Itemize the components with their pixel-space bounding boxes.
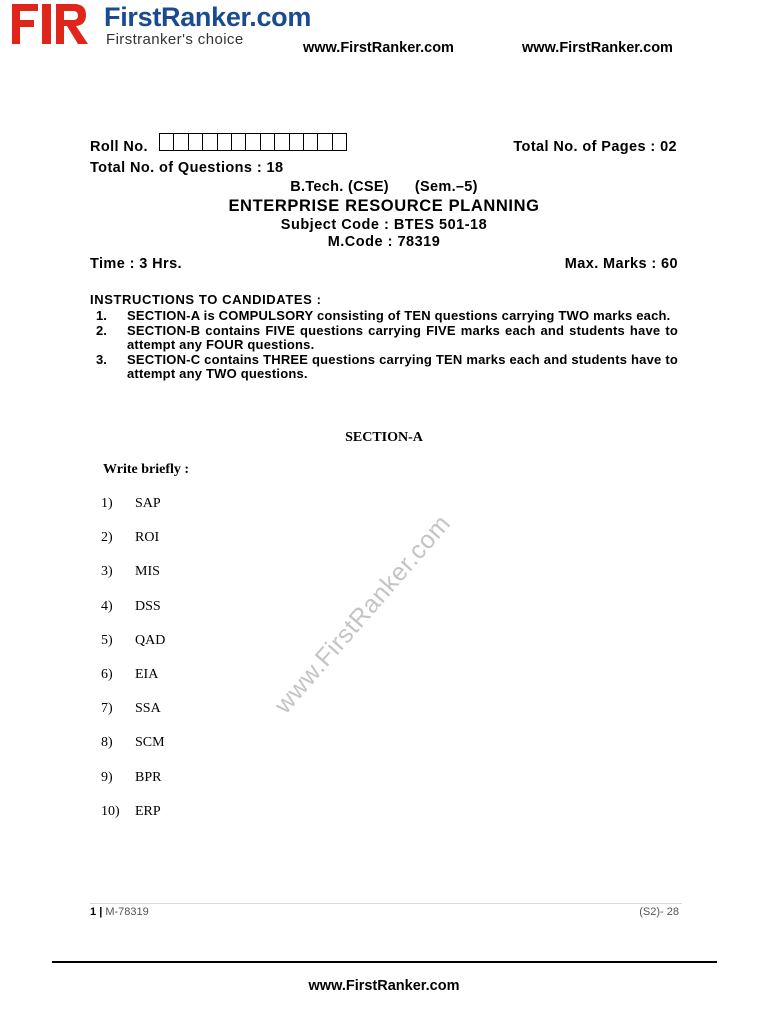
question-text: ROI [135,530,160,546]
roll-no-box [188,133,203,151]
section-a-title: SECTION-A [345,430,423,445]
brand-name: FirstRanker.com [104,2,312,32]
footer-divider [90,903,682,904]
question-number: 10) [101,803,120,819]
question-text: ERP [135,803,161,819]
instruction-number: 3. [96,351,107,367]
course-name: B.Tech. (CSE) [290,179,389,195]
subject-code: Subject Code : BTES 501-18 [280,217,488,233]
instruction-text: SECTION-A is COMPULSORY consisting of TEN questions carrying TWO marks each. [127,308,671,323]
roll-no-label: Roll No. [90,139,148,155]
roll-no-box [332,133,347,151]
question-text: BPR [135,769,162,785]
total-questions: Total No. of Questions : 18 [90,160,284,176]
bottom-rule [52,961,717,963]
roll-no-box [274,133,289,151]
instruction-text: SECTION-B contains FIVE questions carrying FIVE marks each and students have to attempt any FOUR questions. [127,322,678,352]
question-text: SSA [135,701,161,717]
exam-title: ENTERPRISE RESOURCE PLANNING [228,197,540,215]
roll-no-box [245,133,260,151]
section-a-prompt: Write briefly : [103,462,190,477]
exam-time: Time : 3 Hrs. [90,256,182,272]
firstranker-logo[interactable] [12,2,342,48]
brand-tagline: Firstranker's choice [106,31,244,48]
instruction-item [96,353,678,382]
logo-mark-icon [12,2,92,46]
instructions-list [96,309,678,382]
roll-no-box [317,133,332,151]
question-number: 5) [101,632,113,648]
question-text: SCM [135,735,165,751]
question-text: DSS [135,598,161,614]
roll-no-boxes [160,133,347,151]
roll-no-box [260,133,275,151]
instruction-item [96,309,678,324]
page-number: 1 [90,906,97,918]
question-number: 6) [101,666,113,682]
course-line [0,179,768,195]
question-text: EIA [135,666,159,682]
roll-no-box [202,133,217,151]
question-text: SAP [135,496,161,511]
question-number: 1) [101,496,113,511]
m-code: M.Code : 78319 [327,234,441,250]
question-number: 2) [101,530,113,546]
footer-link[interactable]: www.FirstRanker.com [308,978,460,994]
instructions-heading: INSTRUCTIONS TO CANDIDATES : [90,292,322,307]
footer-left [90,906,149,918]
question-text: QAD [135,632,166,648]
instruction-text: SECTION-C contains THREE questions carrying TEN marks each and students have to attempt any TWO questions. [127,351,678,381]
roll-no-box [303,133,318,151]
instruction-number: 2. [96,322,107,338]
question-text: MIS [135,564,160,580]
footer-right: (S2)- 28 [639,906,679,918]
header-link-right[interactable]: www.FirstRanker.com [522,40,673,56]
instruction-number: 1. [96,308,107,323]
question-number: 8) [101,735,113,751]
question-number: 3) [101,564,113,580]
footer-separator: | [99,906,103,918]
roll-no-box [159,133,174,151]
footer-code: M-78319 [105,906,149,918]
max-marks: Max. Marks : 60 [564,256,678,272]
total-pages: Total No. of Pages : 02 [513,139,677,155]
question-number: 7) [101,701,113,717]
header-link-left[interactable]: www.FirstRanker.com [303,40,454,56]
watermark: www.FirstRanker.com [269,509,457,719]
question-number: 4) [101,598,113,614]
roll-no-box [217,133,232,151]
roll-no-box [173,133,188,151]
question-number: 9) [101,769,113,785]
roll-no-box [289,133,304,151]
roll-no-box [231,133,246,151]
semester: (Sem.–5) [414,179,478,195]
instruction-item [96,324,678,353]
